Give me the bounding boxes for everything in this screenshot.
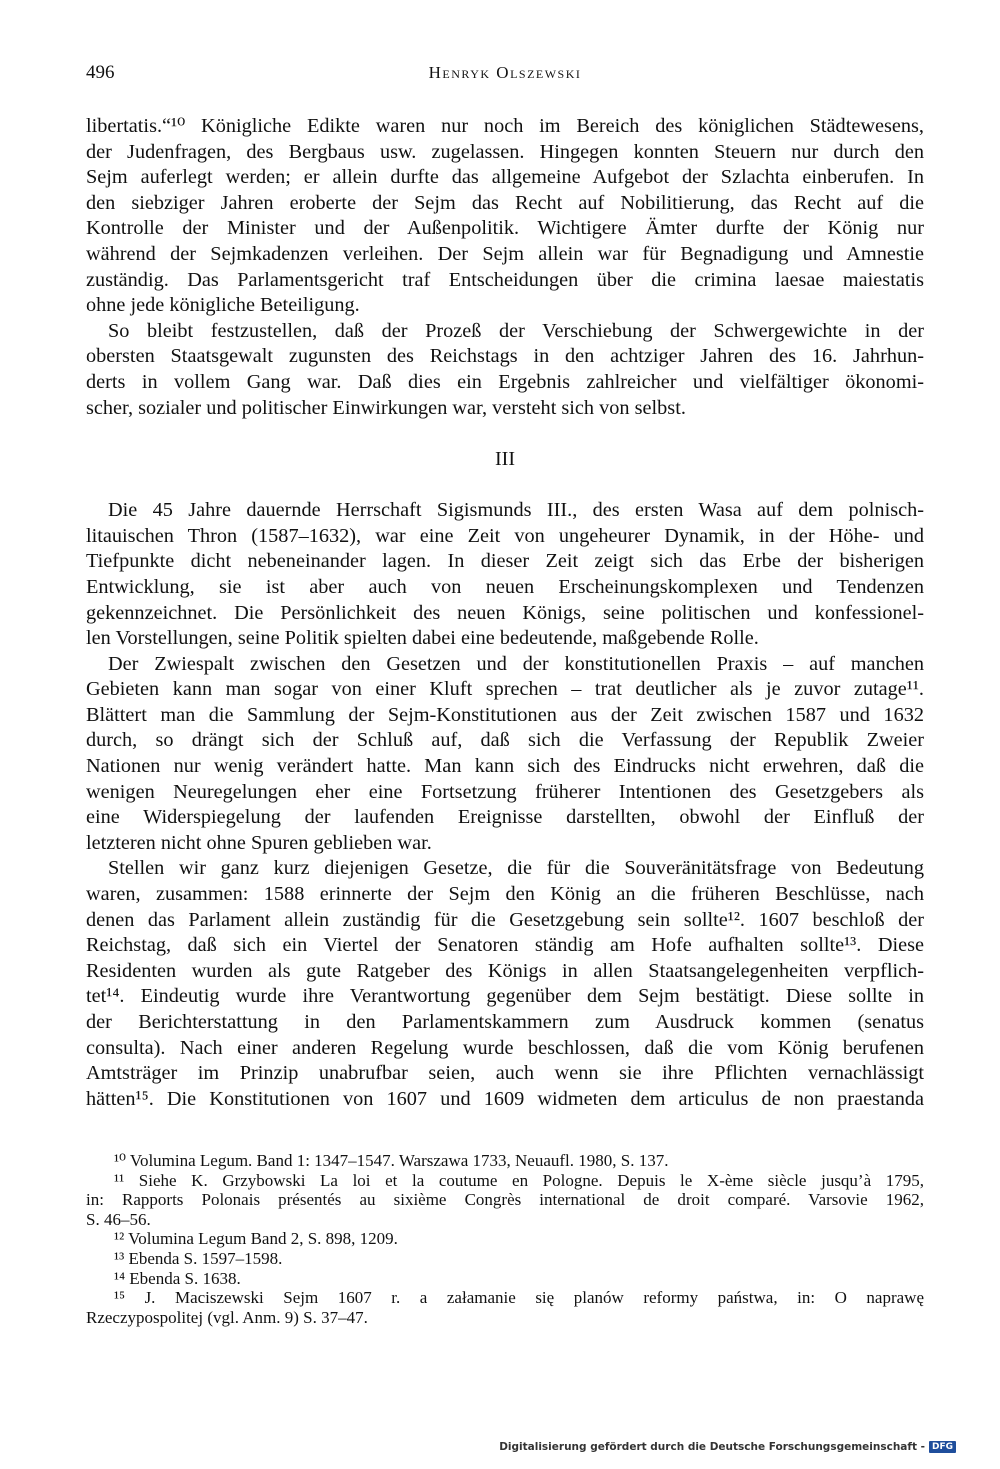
text-line: letzteren nicht ohne Spuren geblieben war. bbox=[86, 831, 432, 854]
footnote-line: ¹¹ Siehe K. Grzybowski La loi et la coutume en Pologne. Depuis le X-ème siècle jusqu’à 1795, bbox=[114, 1170, 924, 1190]
page-header bbox=[86, 62, 924, 88]
footnote-11 bbox=[86, 1171, 924, 1230]
text-line: der Berichterstattung in den Parlamentskammern zum Ausdruck kommen (senatus bbox=[86, 1011, 924, 1033]
paragraph-1 bbox=[86, 114, 924, 319]
text-line: scher, sozialer und politischer Einwirkungen war, versteht sich von selbst. bbox=[86, 396, 686, 419]
text-line: zuständig. Das Parlamentsgericht traf Entscheidungen über die crimina laesae maiestatis bbox=[86, 268, 924, 291]
footnote-line: Rzeczypospolitej (vgl. Anm. 9) S. 37–47. bbox=[86, 1307, 368, 1327]
text-line: consulta). Nach einer anderen Regelung wurde beschlossen, daß die vom König berufenen bbox=[86, 1036, 924, 1059]
text-line: den siebziger Jahren eroberte der Sejm das Recht auf Nobilitierung, das Recht auf die bbox=[86, 191, 924, 214]
footnote-15 bbox=[86, 1288, 924, 1327]
text-line: Nationen nur wenig verändert hatte. Man kann sich des Eindrucks nicht erwehren, daß die bbox=[86, 755, 924, 778]
text-line: hätten¹⁵. Die Konstitutionen von 1607 und 1609 widmeten dem articulus de non praestanda bbox=[86, 1087, 924, 1110]
footnote-line: ¹⁰ Volumina Legum. Band 1: 1347–1547. Warszawa 1733, Neuaufl. 1980, S. 137. bbox=[114, 1151, 669, 1170]
paragraph-2 bbox=[86, 319, 924, 345]
text-line: Reichstag, daß sich ein Viertel der Senatoren ständig am Hofe aufhalten sollte¹³. Diese bbox=[86, 934, 924, 957]
body-text bbox=[86, 114, 924, 1112]
text-line: eine Widerspiegelung der laufenden Ereignisse darstellten, obwohl der Einfluß der bbox=[86, 806, 924, 829]
text-line: Die 45 Jahre dauernde Herrschaft Sigismunds III., des ersten Wasa auf dem polnisch- bbox=[108, 499, 924, 522]
text-line: derts in vollem Gang war. Daß dies ein Ergebnis zahlreicher und vielfältiger ökonomi- bbox=[86, 370, 924, 393]
page-number: 496 bbox=[86, 62, 115, 83]
text-line: der Judenfragen, des Bergbaus usw. zugelassen. Hingegen konnten Steuern nur durch den bbox=[86, 140, 924, 163]
footnote-14 bbox=[86, 1269, 924, 1289]
text-line: ohne jede königliche Beteiligung. bbox=[86, 294, 360, 317]
footnote-line: ¹⁴ Ebenda S. 1638. bbox=[114, 1268, 241, 1288]
text-line: während der Sejmkadenzen verleihen. Der Sejm allein war für Begnadigung und Amnestie bbox=[86, 242, 924, 265]
footnote-line: ¹² Volumina Legum Band 2, S. 898, 1209. bbox=[114, 1229, 398, 1249]
paragraph-3-cont bbox=[86, 524, 924, 652]
text-line: Gebieten kann man sogar von einer Kluft sprechen – trat deutlicher als je zuvor zutage¹¹. bbox=[86, 678, 924, 701]
section-heading: III bbox=[495, 448, 515, 471]
paragraph-5 bbox=[86, 856, 924, 882]
text-line: len Vorstellungen, seine Politik spielten dabei eine bedeutende, maßgebende Rolle. bbox=[86, 627, 759, 650]
paragraph-4 bbox=[86, 652, 924, 678]
text-line: waren, zusammen: 1588 erinnerte der Sejm den König an die früheren Beschlüsse, nach bbox=[86, 883, 924, 906]
text-line: libertatis.“¹⁰ Königliche Edikte waren nur noch im Bereich des königlichen Städtewesens, bbox=[86, 115, 924, 137]
footnote-10 bbox=[86, 1151, 924, 1171]
text-line: Entwicklung, sie ist aber auch von neuen Erscheinungskomplexen und Tendenzen bbox=[86, 575, 924, 598]
footnote-line: in: Rapports Polonais présentés au sixième Congrès international de droit comparé. Varsovie 1962, bbox=[86, 1190, 924, 1210]
footnote-line: ¹⁵ J. Maciszewski Sejm 1607 r. a załamanie się planów reformy państwa, in: O naprawę bbox=[114, 1288, 924, 1308]
text-line: denen das Parlament allein zuständig für die Gesetzgebung sein sollte¹². 1607 beschloß der bbox=[86, 908, 924, 931]
dfg-logo: DFG bbox=[929, 1441, 956, 1453]
paragraph-4-cont bbox=[86, 677, 924, 856]
text-line: Blättert man die Sammlung der Sejm-Konstitutionen aus der Zeit zwischen 1587 und 1632 bbox=[86, 703, 924, 726]
footnote-line: S. 46–56. bbox=[86, 1209, 151, 1229]
paragraph-2-cont bbox=[86, 344, 924, 421]
text-line: Tiefpunkte dicht nebeneinander lagen. In dieser Zeit zeigt sich das Erbe der bisherigen bbox=[86, 550, 924, 573]
running-head: Henryk Olszewski bbox=[428, 63, 582, 82]
digitization-credit bbox=[499, 1441, 956, 1453]
text-line: litauischen Thron (1587–1632), war eine Zeit von ungeheurer Dynamik, in der Höhe- und bbox=[86, 524, 924, 547]
text-line: obersten Staatsgewalt zugunsten des Reichstags in den achtziger Jahren des 16. Jahrhun- bbox=[86, 345, 924, 368]
text-line: Residenten wurden als gute Ratgeber des Königs in allen Staatsangelegenheiten verpflich- bbox=[86, 959, 924, 982]
paragraph-3 bbox=[86, 498, 924, 524]
text-line: Der Zwiespalt zwischen den Gesetzen und der konstitutionellen Praxis – auf manchen bbox=[108, 652, 924, 675]
footnotes bbox=[86, 1151, 924, 1327]
footnote-line: ¹³ Ebenda S. 1597–1598. bbox=[114, 1248, 283, 1268]
footnote-12 bbox=[86, 1229, 924, 1249]
paragraph-5-cont bbox=[86, 882, 924, 1112]
text-line: wenigen Neuregelungen eher eine Fortsetzung früherer Intentionen des Gesetzgebers als bbox=[86, 780, 924, 803]
text-line: durch, so drängt sich der Schluß auf, daß sich die Verfassung der Republik Zweier bbox=[86, 729, 924, 752]
text-line: Sejm auferlegt werden; er allein durfte das allgemeine Aufgebot der Szlachta einberufen. In bbox=[86, 166, 924, 189]
text-line: Amtsträger im Prinzip unabrufbar seien, auch wenn sie ihre Pflichten vernachlässigt bbox=[86, 1062, 924, 1085]
text-line: gekennzeichnet. Die Persönlichkeit des neuen Königs, seine politischen und konfessionel- bbox=[86, 601, 924, 624]
text-line: Stellen wir ganz kurz diejenigen Gesetze, die für die Souveränitätsfrage von Bedeutung bbox=[108, 857, 924, 880]
footnote-13 bbox=[86, 1249, 924, 1269]
text-line: Kontrolle der Minister und der Außenpolitik. Wichtigere Ämter durfte der König nur bbox=[86, 217, 924, 240]
text-line: tet¹⁴. Eindeutig wurde ihre Verantwortung gegenüber dem Sejm bestätigt. Diese sollte in bbox=[86, 985, 924, 1008]
text-line: So bleibt festzustellen, daß der Prozeß der Verschiebung der Schwergewichte in der bbox=[108, 319, 924, 342]
credit-text: Digitalisierung gefördert durch die Deutsche Forschungsgemeinschaft - bbox=[499, 1441, 925, 1453]
